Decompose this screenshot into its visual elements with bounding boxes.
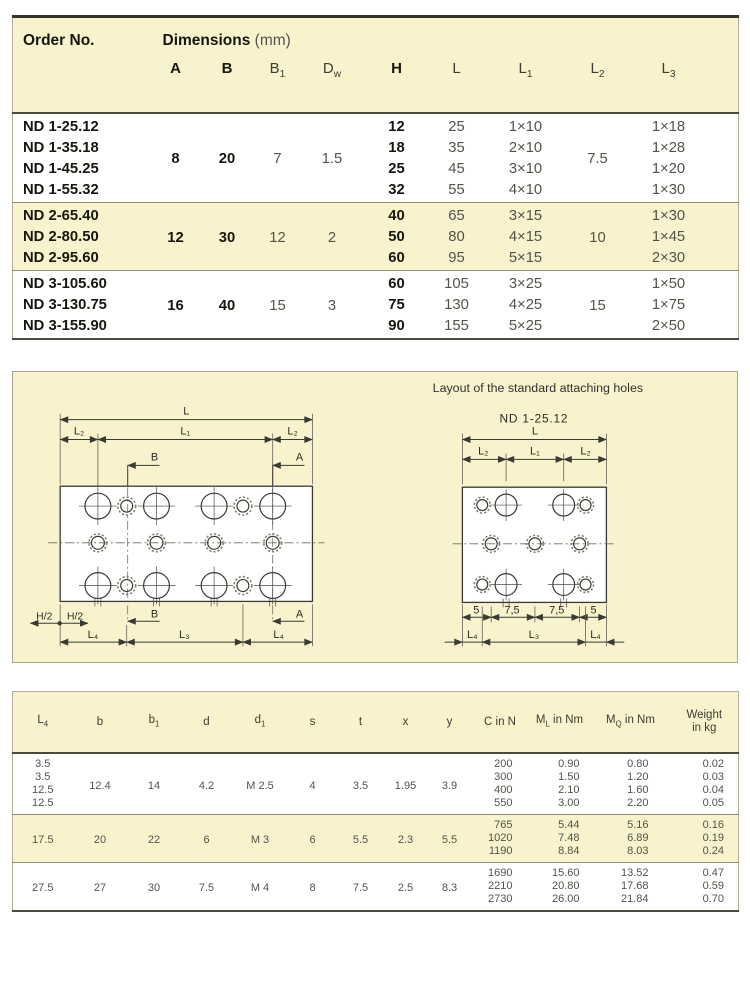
cell-ml: 20.80 (551, 880, 580, 892)
cell-s: 8 (309, 882, 316, 894)
cell-order-no: ND 1-45.25 (23, 160, 99, 177)
cell-b1: 7 (273, 151, 282, 167)
cell-c: 2210 (488, 880, 513, 892)
cell-mq: 1.20 (627, 771, 649, 783)
table-row (13, 271, 739, 295)
cell-h: 40 (388, 207, 405, 224)
cell-mq: 17.68 (620, 880, 649, 892)
cell-l2: 7.5 (587, 151, 608, 167)
top-header-spacer (13, 58, 151, 113)
cell-ml: 2.10 (558, 784, 580, 796)
cell-h: 60 (388, 275, 405, 292)
cell-l: 130 (444, 296, 469, 313)
cell-l3: 1×75 (651, 296, 686, 313)
cell-order-no: ND 1-35.18 (23, 139, 99, 156)
cell-b1: 22 (147, 834, 161, 846)
dimensions-group-3 (13, 271, 739, 340)
cell-d: 7.5 (198, 882, 215, 894)
cell-weight: 0.05 (702, 797, 724, 809)
cell-t: 3.5 (352, 779, 369, 792)
cell-l1: 3×10 (508, 160, 543, 177)
load-data-group-1 (13, 753, 739, 815)
top-column-header-8: $L_3$ (661, 60, 676, 80)
cell-s: 4 (309, 779, 316, 792)
cell-ml: 26.00 (551, 893, 580, 905)
cell-s: 6 (309, 834, 316, 846)
cell-d1: M 4 (250, 882, 270, 894)
dim-label-L: L (183, 405, 190, 418)
cell-b1: 14 (147, 779, 161, 792)
cell-l: 95 (448, 249, 465, 266)
dim-label-7-5: 7,5 (549, 604, 565, 617)
cell-order-no: ND 3-130.75 (23, 296, 107, 313)
cell-x: 2.3 (397, 834, 414, 846)
cell-y: 5.5 (441, 834, 458, 846)
left-plate-drawing (30, 406, 324, 646)
cell-order-no: ND 3-155.90 (23, 317, 107, 334)
load-data-table (12, 691, 739, 912)
cell-ml: 0.90 (558, 758, 580, 770)
cell-b: 40 (218, 297, 236, 314)
cell-h: 18 (388, 139, 405, 156)
dim-label-5: 5 (590, 604, 597, 617)
cell-h: 60 (388, 249, 405, 266)
attaching-holes-diagram-panel (12, 371, 738, 663)
cell-mq: 6.89 (627, 832, 649, 844)
cell-ml: 5.44 (558, 819, 580, 831)
table-row (13, 294, 739, 315)
bottom-column-header-0: $L_4$ (37, 713, 49, 729)
cell-weight: 0.16 (702, 819, 724, 831)
cell-t: 5.5 (352, 834, 369, 846)
dim-label-L2: L₂ (73, 425, 85, 438)
cell-l3: 2×30 (651, 249, 686, 266)
cell-mq: 2.20 (627, 797, 649, 809)
dimensions-group-2 (13, 203, 739, 271)
top-header-end-spacer (711, 58, 739, 113)
cell-ml: 3.00 (558, 797, 580, 809)
part-number-label: ND 1-25.12 (499, 411, 569, 426)
cell-l: 35 (448, 139, 465, 156)
cell-d: 4.2 (198, 779, 215, 792)
cell-l1: 5×15 (508, 249, 543, 266)
cell-l4: 3.5 (35, 771, 51, 783)
table-row (13, 113, 739, 137)
top-column-header-4: H (391, 60, 402, 77)
cell-h: 25 (388, 160, 405, 177)
cell-l3: 2×50 (651, 317, 686, 334)
cell-l3: 1×20 (651, 160, 686, 177)
bottom-column-header-8: y (446, 715, 453, 728)
cell-l4: 12.5 (32, 797, 54, 809)
cell-l1: 4×15 (508, 228, 543, 245)
table-row (13, 815, 739, 833)
cell-l1: 4×25 (508, 296, 543, 313)
cell-t: 7.5 (352, 882, 369, 894)
dim-label-L: L (531, 425, 538, 438)
bottom-column-header-4: $d_1$ (254, 713, 266, 729)
cell-ml: 8.84 (558, 845, 580, 857)
cell-y: 3.9 (441, 779, 458, 792)
dim-label-L1: L₁ (530, 445, 540, 458)
table-row (13, 863, 739, 881)
dim-label-L4: L₄ (467, 629, 478, 642)
cell-l1: 3×25 (508, 275, 543, 292)
technical-drawing (13, 372, 737, 662)
load-data-group-3 (13, 863, 739, 912)
cell-x: 1.95 (394, 779, 417, 792)
cell-c: 300 (494, 771, 513, 783)
cell-ml: 15.60 (551, 867, 580, 879)
cell-b1: 30 (147, 882, 161, 894)
cell-h: 90 (388, 317, 405, 334)
cell-l4: 12.5 (32, 784, 54, 796)
right-plate-drawing (433, 381, 643, 646)
dimensions-table (12, 15, 739, 340)
cell-ml: 1.50 (558, 771, 580, 783)
dim-label-5: 5 (473, 604, 480, 617)
dimensions-heading-unit: (mm) (254, 32, 291, 49)
bottom-column-header-2: $b_1$ (148, 713, 160, 729)
dim-label-L3: L₃ (528, 629, 540, 642)
dim-label-7-5: 7,5 (504, 604, 520, 617)
top-column-header-7: $L_2$ (590, 60, 605, 80)
cell-x: 2.5 (397, 882, 414, 894)
cell-mq: 1.60 (627, 784, 649, 796)
cell-weight: 0.02 (702, 758, 724, 770)
top-column-header-6: $L_1$ (518, 60, 533, 80)
dimensions-heading-bold: Dimensions (162, 32, 251, 49)
top-column-header-3: $D_w$ (322, 60, 342, 80)
cell-l: 155 (444, 317, 469, 334)
table-header-row (13, 17, 739, 59)
cell-y: 8.3 (441, 882, 458, 894)
cell-order-no: ND 2-95.60 (23, 249, 99, 266)
cell-mq: 5.16 (627, 819, 649, 831)
cell-c: 1690 (488, 867, 513, 879)
cell-l1: 3×15 (508, 207, 543, 224)
cell-h: 75 (388, 296, 405, 313)
table-row (13, 158, 739, 179)
dimensions-table-header (13, 17, 739, 114)
cell-l1: 4×10 (508, 181, 543, 198)
cell-weight: 0.47 (702, 867, 724, 879)
section-label-B: B (150, 451, 159, 464)
dim-label-L3: L₃ (179, 629, 190, 642)
cell-c: 765 (494, 819, 513, 831)
bottom-column-header-9: C in N (484, 715, 516, 728)
cell-b1: 15 (269, 297, 286, 314)
cell-a: 8 (171, 151, 180, 167)
table-row (13, 247, 739, 271)
cell-b: 20 (93, 834, 107, 846)
cell-c: 400 (494, 784, 513, 796)
cell-l1: 1×10 (508, 118, 543, 135)
cell-c: 1020 (488, 832, 513, 844)
top-column-header-1: B (221, 60, 233, 77)
cell-b: 27 (93, 882, 107, 894)
bottom-column-header-11: $M_Q$ in Nm (606, 713, 655, 729)
cell-weight: 0.04 (702, 784, 724, 796)
plate-outline (462, 487, 606, 602)
cell-l: 65 (448, 207, 465, 224)
cell-h: 32 (388, 181, 405, 198)
cell-order-no: ND 1-55.32 (23, 181, 99, 198)
table-row (13, 226, 739, 247)
cell-dw: 1.5 (321, 151, 343, 167)
dim-label-L4: L₄ (273, 629, 284, 642)
cell-b: 12.4 (89, 779, 111, 792)
dim-label-L2: L₂ (287, 425, 298, 438)
dim-label-H2: H/2 (66, 611, 84, 623)
dim-label-H2: H/2 (36, 611, 53, 623)
cell-b1: 12 (269, 229, 286, 246)
dim-label-L4: L₄ (590, 629, 601, 642)
bottom-column-header-12: Weight in kg (686, 709, 723, 734)
cell-l: 105 (444, 275, 469, 292)
cell-spacer (711, 271, 739, 340)
top-column-header-2: $B_1$ (269, 60, 286, 80)
section-label-B: B (150, 608, 159, 621)
cell-weight: 0.24 (702, 845, 724, 857)
cell-order-no: ND 2-65.40 (23, 207, 99, 224)
cell-c: 550 (494, 797, 513, 809)
cell-l: 45 (448, 160, 465, 177)
cell-l3: 1×30 (651, 207, 686, 224)
cell-b: 30 (218, 229, 236, 246)
cell-order-no: ND 3-105.60 (23, 275, 107, 292)
bottom-column-header-10: $M_L$ in Nm (535, 713, 584, 729)
section-label-A: A (295, 451, 304, 464)
cell-weight: 0.03 (702, 771, 724, 783)
diagram-title: Layout of the standard attaching holes (432, 380, 644, 395)
cell-mq: 13.52 (620, 867, 649, 879)
cell-l: 25 (448, 118, 465, 135)
cell-c: 200 (494, 758, 513, 770)
cell-l3: 1×18 (651, 118, 686, 135)
bottom-column-header-6: t (358, 715, 363, 728)
cell-mq: 21.84 (620, 893, 649, 905)
cell-dw: 2 (327, 229, 337, 246)
dim-label-L2: L₂ (478, 445, 489, 458)
cell-d: 6 (203, 834, 210, 846)
table-row (13, 315, 739, 339)
cell-weight: 0.59 (702, 880, 724, 892)
table-header-row (13, 692, 739, 754)
cell-c: 1190 (488, 845, 513, 857)
cell-l2: 15 (589, 297, 606, 314)
cell-weight: 0.19 (702, 832, 724, 844)
bottom-column-header-3: d (203, 715, 210, 728)
cell-l2: 10 (589, 229, 606, 246)
order-no-heading: Order No. (23, 32, 95, 49)
cell-l3: 1×45 (651, 228, 686, 245)
cell-order-no: ND 1-25.12 (23, 118, 99, 135)
cell-dw: 3 (327, 297, 337, 314)
cell-a: 12 (167, 229, 184, 246)
table-row (13, 203, 739, 227)
top-column-header-5: L (452, 60, 461, 77)
cell-l4: 27.5 (32, 882, 54, 894)
cell-d1: M 3 (250, 834, 270, 846)
cell-l: 80 (448, 228, 465, 245)
cell-spacer (711, 113, 739, 203)
cell-order-no: ND 2-80.50 (23, 228, 99, 245)
cell-l3: 1×50 (651, 275, 686, 292)
cell-mq: 0.80 (627, 758, 649, 770)
top-column-header-0: A (170, 60, 181, 77)
cell-a: 16 (167, 297, 184, 314)
column-letters-row (13, 58, 739, 113)
cell-l3: 1×30 (651, 181, 686, 198)
cell-d1: M 2.5 (246, 779, 274, 792)
dim-label-L4: L₄ (87, 629, 99, 642)
cell-h: 50 (388, 228, 405, 245)
bottom-column-header-7: x (402, 715, 409, 728)
cell-h: 12 (388, 118, 405, 135)
table-row (13, 137, 739, 158)
cell-l4: 17.5 (32, 834, 54, 846)
cell-l1: 2×10 (508, 139, 543, 156)
load-data-group-2 (13, 815, 739, 863)
dimensions-heading (151, 17, 739, 59)
cell-l1: 5×25 (508, 317, 543, 334)
cell-mq: 8.03 (627, 845, 649, 857)
cell-l: 55 (448, 181, 465, 198)
cell-b: 20 (218, 151, 236, 167)
bottom-column-header-5: s (309, 715, 316, 728)
table-row (13, 753, 739, 771)
dimensions-group-1 (13, 113, 739, 203)
cell-spacer (711, 203, 739, 271)
cell-l3: 1×28 (651, 139, 686, 156)
cell-c: 2730 (488, 893, 513, 905)
cell-weight: 0.70 (702, 893, 724, 905)
dim-label-L2: L₂ (580, 445, 591, 458)
table-row (13, 179, 739, 203)
load-data-table-header (13, 692, 739, 754)
section-label-A: A (295, 608, 304, 621)
bottom-column-header-1: b (96, 715, 104, 728)
cell-l4: 3.5 (35, 758, 51, 770)
dim-label-L1: L₁ (180, 425, 191, 438)
cell-ml: 7.48 (558, 832, 580, 844)
